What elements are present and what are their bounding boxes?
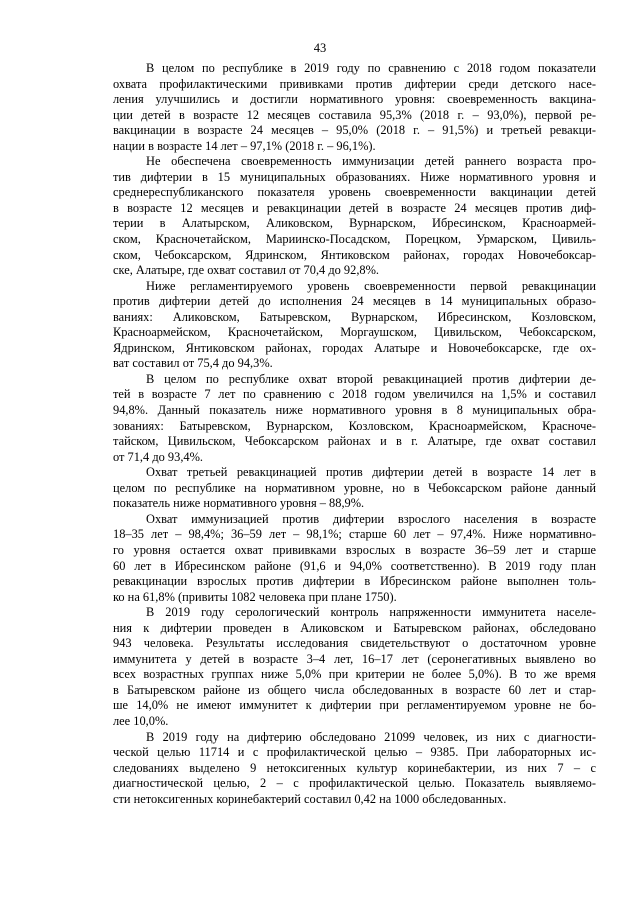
text-line: лее 10,0%. xyxy=(113,713,169,728)
paragraph-3 xyxy=(113,279,596,372)
text-line: Охват иммунизацией против дифтерии взрослого населения в возрасте xyxy=(146,511,596,526)
text-line: тей в возрасте 7 лет по сравнению с 2018 годом увеличился на 1,5% и составил xyxy=(113,387,596,402)
text-line: Ниже регламентируемого уровень своевременности первой ревакцинации xyxy=(146,278,596,293)
text-line: ше 14,0% не имеют иммунитет к дифтерии при регламентируемом уровне не бо- xyxy=(113,698,596,713)
body-text xyxy=(113,61,596,807)
text-line: Ядринском, Янтиковском районах, городах Алатыре и Новочебоксарске, где ох- xyxy=(113,340,596,355)
text-line: В целом по республике в 2019 году по сравнению с 2018 годом показатели xyxy=(146,61,596,75)
text-line: диагностической целью, 2 – с профилактической целью. Показатель выявляемо- xyxy=(113,776,596,791)
text-line: иммунитета у детей в возрасте 3–4 лет, 16–17 лет (серонегативных выявлено во xyxy=(113,651,596,666)
text-line: ват составил от 75,4 до 94,3%. xyxy=(113,356,273,371)
paragraph-7 xyxy=(113,605,596,729)
text-line: ко на 61,8% (привиты 1082 человека при плане 1750). xyxy=(113,589,397,604)
paragraph-2 xyxy=(113,154,596,278)
text-line: охвата профилактическими прививками против дифтерии среди детского насе- xyxy=(113,76,596,91)
text-line: вакцинации в возрасте 24 месяцев – 95,0% (2018 г. – 91,5%) и третьей ревакци- xyxy=(113,123,596,138)
text-line: ваниях: Аликовском, Батыревском, Вурнарском, Ибресинском, Козловском, xyxy=(113,309,596,324)
text-line: В 2019 году серологический контроль напряженности иммунитета населе- xyxy=(146,605,596,620)
text-line: ления улучшились и достигли нормативного уровня: своевременность вакцина- xyxy=(113,92,596,107)
text-line: В 2019 году на дифтерию обследовано 21099 человек, из них с диагности- xyxy=(146,729,596,744)
text-line: от 71,4 до 93,4%. xyxy=(113,449,204,464)
text-line: 94,8%. Данный показатель ниже нормативного уровня в 8 муниципальных обра- xyxy=(113,403,596,418)
paragraph-1 xyxy=(113,61,596,154)
text-line: ния к дифтерии проведен в Аликовском и Батыревском районах, обследовано xyxy=(113,620,596,635)
text-line: Красноармейском, Красночетайском, Моргаушском, Цивильском, Чебоксарском, xyxy=(113,325,596,340)
text-line: ческой целью 11714 и с профилактической целью – 9385. При лабораторных ис- xyxy=(113,745,596,760)
text-line: ции детей в возрасте 12 месяцев составила 95,3% (2018 г. – 93,0%), первой ре- xyxy=(113,107,596,122)
paragraph-5 xyxy=(113,465,596,512)
text-line: Не обеспечена своевременность иммунизации детей раннего возраста про- xyxy=(146,154,596,169)
text-line: в Батыревском районе из общего числа обследованных в возрасте 60 лет и стар- xyxy=(113,682,596,697)
paragraph-4 xyxy=(113,372,596,465)
text-line: В целом по республике охват второй ревакцинацией против дифтерии де- xyxy=(146,371,596,386)
paragraph-8 xyxy=(113,730,596,808)
text-line: среднереспубликанского показателя уровень своевременности вакцинации детей xyxy=(113,185,596,200)
text-line: в возрасте 12 месяцев и ревакцинации детей в возрасте 24 месяцев против диф- xyxy=(113,200,596,215)
text-line: тив дифтерии в 15 муниципальных образованиях. Ниже нормативного уровня и xyxy=(113,169,596,184)
text-line: следованиях выделено 9 нетоксигенных культур коринебактерии, из них 7 – с xyxy=(113,760,596,775)
paragraph-6 xyxy=(113,512,596,605)
page-number: 43 xyxy=(313,41,327,55)
text-line: терии в Алатырском, Аликовском, Вурнарском, Ибресинском, Красноармей- xyxy=(113,216,596,231)
text-line: нации в возрасте 14 лет – 97,1% (2018 г. – 96,1%). xyxy=(113,138,376,153)
text-line: Охват третьей ревакцинацией против дифтерии детей в возрасте 14 лет в xyxy=(146,465,596,480)
text-line: всех возрастных группах ниже 5,0% при критерии не более 5,0%). В то же время xyxy=(113,667,596,682)
text-line: ском, Чебоксарском, Ядринском, Янтиковском районах, городах Новочебоксар- xyxy=(113,247,596,262)
text-line: го уровня остается охват прививками взрослых в возрасте 36–59 лет и старше xyxy=(113,542,596,557)
text-line: сти нетоксигенных коринебактерий составил 0,42 на 1000 обследованных. xyxy=(113,791,507,806)
text-line: ревакцинации взрослых против дифтерии в Ибресинском районе выполнен толь- xyxy=(113,574,596,589)
text-line: 60 лет в Ибресинском районе (91,6 и 94,0% соответственно). В 2019 году план xyxy=(113,558,596,573)
text-line: показатель ниже нормативного уровня – 88,9%. xyxy=(113,496,365,511)
text-line: целом по республике на нормативном уровне, но в Чебоксарском районе данный xyxy=(113,480,596,495)
text-line: 943 человека. Результаты исследования свидетельствуют о достаточном уровне xyxy=(113,636,596,651)
text-line: тайском, Цивильском, Чебоксарском районах и в г. Алатыре, где охват составил xyxy=(113,434,596,449)
text-line: 18–35 лет – 98,4%; 36–59 лет – 98,1%; старше 60 лет – 97,4%. Ниже нормативно- xyxy=(113,527,596,542)
text-line: ском, Красночетайском, Мариинско-Посадском, Порецком, Урмарском, Цивиль- xyxy=(113,232,596,247)
text-line: ске, Алатыре, где охват составил от 70,4 до 92,8%. xyxy=(113,263,380,278)
text-line: зованиях: Батыревском, Вурнарском, Козловском, Красноармейском, Красноче- xyxy=(113,418,596,433)
text-line: против дифтерии детей до исполнения 24 месяцев в 14 муниципальных образо- xyxy=(113,294,596,309)
